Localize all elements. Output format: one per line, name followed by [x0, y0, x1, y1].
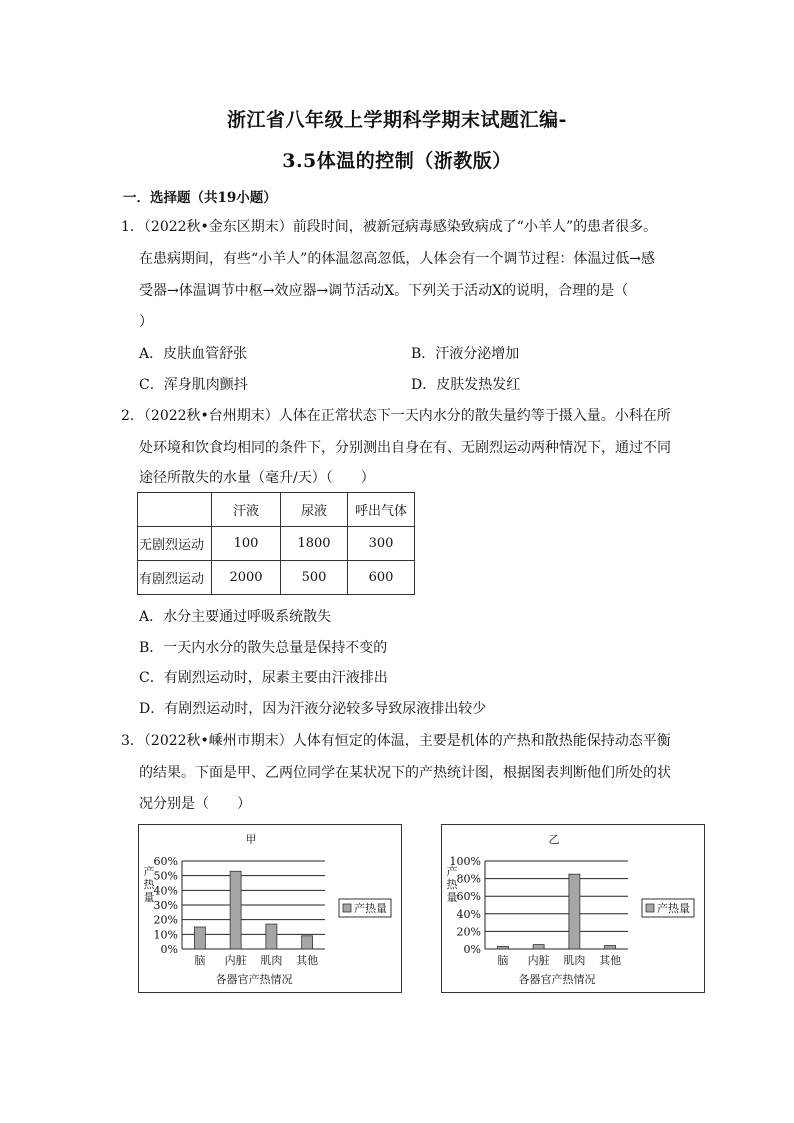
chart-jia-svg: [139, 825, 401, 992]
x-tick-label: 肌肉: [260, 954, 283, 967]
x-tick-label: 内脏: [527, 954, 550, 967]
y-tick-label: 0%: [463, 943, 481, 956]
bar: [302, 936, 313, 949]
y-tick-label: 30%: [153, 899, 178, 912]
table-cell: 1800: [281, 527, 348, 561]
x-tick-label: 脑: [497, 954, 509, 967]
q2-option-a: A．水分主要通过呼吸系统散失: [139, 609, 332, 625]
q3-line: 的结果。下面是甲、乙两位同学在某状况下的产热统计图，根据图表判断他们所处的状: [139, 765, 671, 781]
y-tick-label: 60%: [456, 890, 481, 904]
chart-title: 乙: [548, 833, 560, 846]
y-axis-label-char: 产: [143, 865, 155, 878]
table-row: [138, 561, 415, 595]
q1-line: 1．（2022秋•金东区期末）前段时间，被新冠病毒感染致病成了“小羊人”的患者很多。: [121, 219, 658, 235]
x-axis-label: 各器官产热情况: [518, 973, 596, 986]
table-cell: [138, 493, 212, 527]
legend-swatch: [343, 904, 351, 912]
y-axis-label-char: 产: [446, 865, 458, 878]
y-tick-label: 10%: [153, 928, 178, 942]
water-loss-table: [137, 492, 415, 595]
document-title-line2: 3.5体温的控制（浙教版）: [282, 150, 512, 172]
section-heading: 一．选择题（共19小题）: [123, 190, 277, 206]
q1-option-c: C．浑身肌肉颤抖: [139, 377, 248, 393]
x-tick-label: 其他: [296, 954, 319, 967]
y-tick-label: 0%: [160, 943, 178, 956]
y-axis-label-char: 量: [446, 891, 458, 904]
q1-line: ）: [139, 314, 153, 330]
table-cell: 2000: [212, 561, 281, 595]
chart-title: 甲: [245, 833, 257, 846]
q2-line: 2．（2022秋•台州期末）人体在正常状态下一天内水分的散失量约等于摄入量。小科在所: [121, 408, 671, 424]
x-tick-label: 内脏: [224, 954, 247, 967]
x-tick-label: 脑: [194, 954, 206, 967]
q1-line: 在患病期间，有些“小羊人”的体温忽高忽低，人体会有一个调节过程：体温过低→感: [139, 251, 656, 267]
y-tick-label: 40%: [456, 907, 481, 921]
q2-option-d: D．有剧烈运动时，因为汗液分泌较多导致尿液排出较少: [139, 701, 487, 717]
y-tick-label: 80%: [456, 872, 481, 886]
table-row-label: 无剧烈运动: [138, 527, 212, 561]
y-tick-label: 40%: [153, 884, 178, 898]
chart-yi-svg: [442, 825, 704, 992]
legend-swatch: [646, 904, 654, 912]
q2-line: 途径所散失的水量（毫升/天）（ ）: [139, 470, 375, 486]
document-title-line1: 浙江省八年级上学期科学期末试题汇编-: [227, 109, 567, 131]
chart-yi: [441, 824, 705, 993]
table-cell: 300: [348, 527, 415, 561]
q2-option-c: C．有剧烈运动时，尿素主要由汗液排出: [139, 670, 388, 686]
table-cell: 100: [212, 527, 281, 561]
y-axis-label-char: 热: [143, 878, 155, 891]
table-cell: 600: [348, 561, 415, 595]
q3-line: 3．（2022秋•嵊州市期末）人体有恒定的体温，主要是机体的产热和散热能保持动态平衡: [121, 733, 671, 749]
y-tick-label: 100%: [449, 855, 481, 868]
y-tick-label: 20%: [153, 913, 178, 927]
bar: [230, 871, 241, 949]
bar: [497, 946, 508, 949]
y-axis-label-char: 量: [143, 891, 155, 904]
bar: [266, 924, 277, 949]
legend-label: 产热量: [657, 902, 690, 915]
chart-jia: [138, 824, 402, 993]
table-header-cell: 尿液: [281, 493, 348, 527]
x-axis-label: 各器官产热情况: [215, 973, 293, 986]
x-tick-label: 肌肉: [563, 954, 586, 967]
bar: [605, 945, 616, 949]
table-header-cell: 汗液: [212, 493, 281, 527]
q1-option-a: A．皮肤血管舒张: [139, 346, 248, 362]
q2-option-b: B．一天内水分的散失总量是保持不变的: [139, 640, 388, 656]
q1-line: 受器→体温调节中枢→效应器→调节活动X。下列关于活动X的说明，合理的是（: [139, 283, 629, 299]
q3-line: 况分别是（ ）: [139, 796, 251, 812]
q1-option-d: D．皮肤发热发红: [411, 377, 521, 393]
x-tick-label: 其他: [599, 954, 622, 967]
bar: [194, 927, 205, 949]
table-row-label: 有剧烈运动: [138, 561, 212, 595]
y-tick-label: 50%: [153, 869, 178, 883]
table-cell: 500: [281, 561, 348, 595]
table-row: [138, 527, 415, 561]
y-tick-label: 20%: [456, 925, 481, 939]
y-axis-label-char: 热: [446, 878, 458, 891]
y-tick-label: 60%: [153, 855, 178, 868]
table-header-cell: 呼出气体: [348, 493, 415, 527]
q1-option-b: B．汗液分泌增加: [411, 346, 520, 362]
legend-label: 产热量: [354, 902, 387, 915]
bar: [569, 874, 580, 949]
table-header-row: [138, 493, 415, 527]
q2-line: 处环境和饮食均相同的条件下，分别测出自身在有、无剧烈运动两种情况下，通过不同: [139, 440, 671, 456]
bar: [533, 945, 544, 949]
